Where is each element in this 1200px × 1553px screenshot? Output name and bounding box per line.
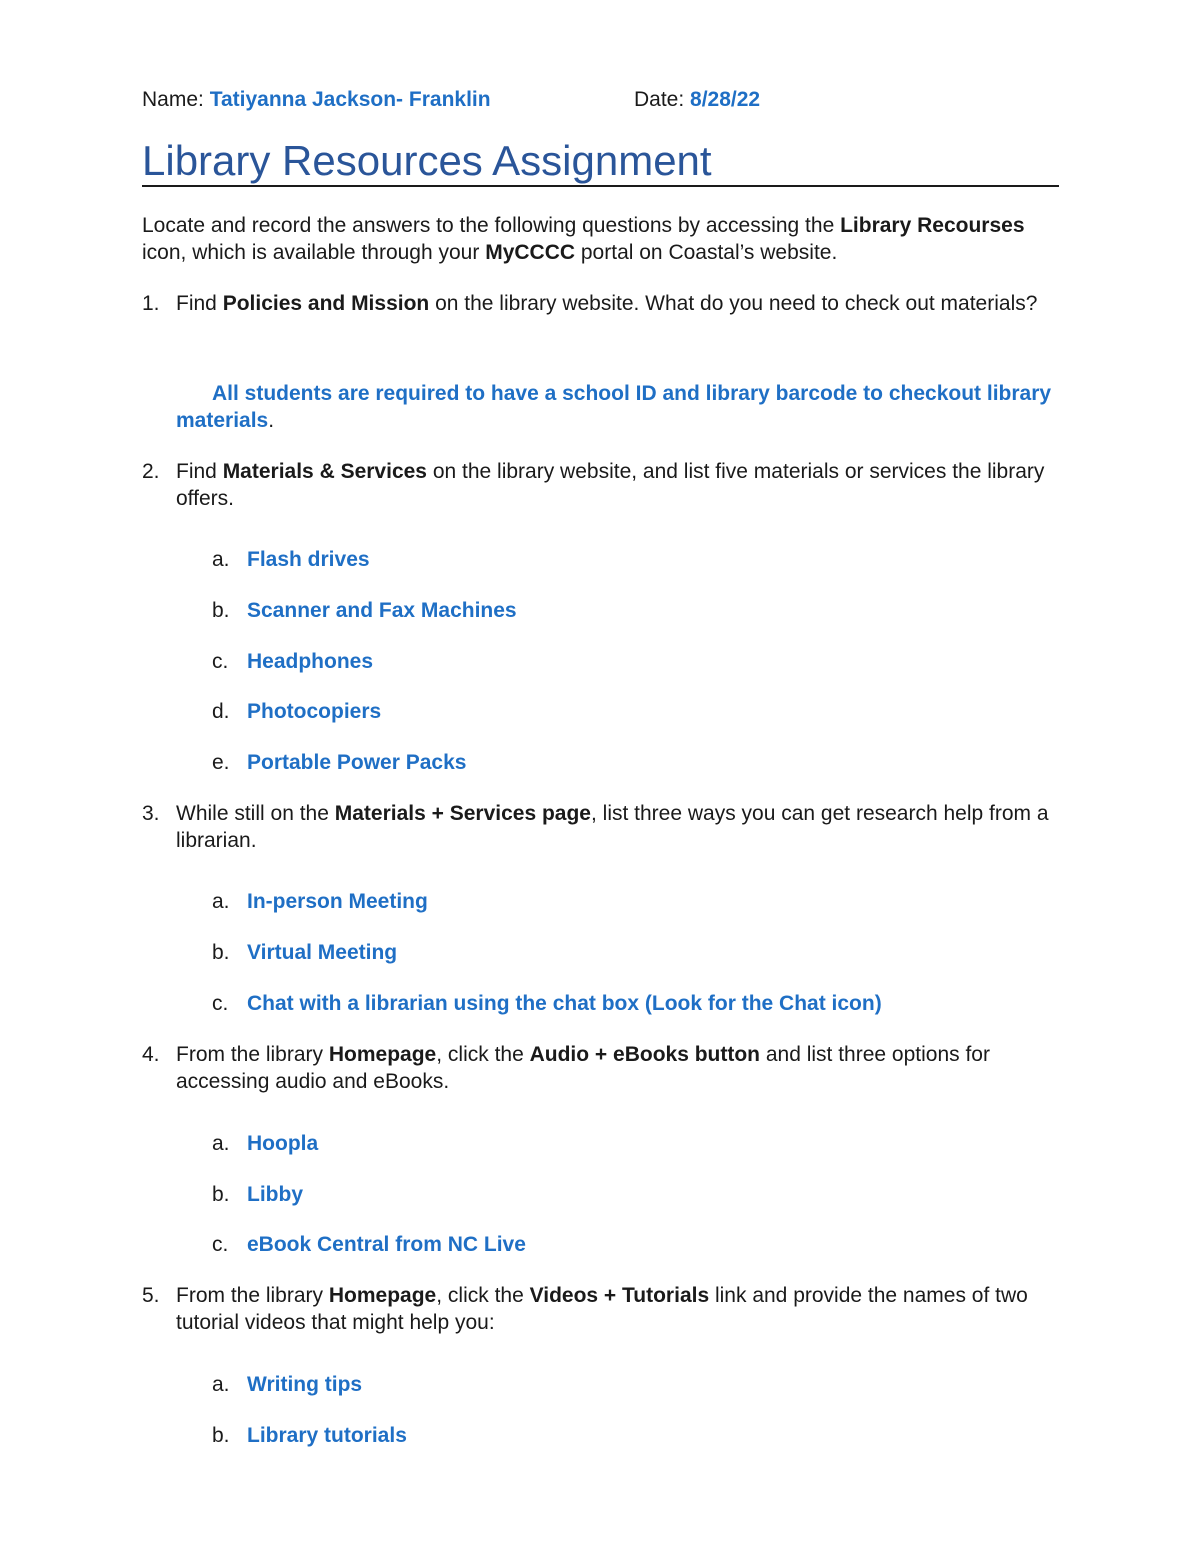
q5-text-2: , click the xyxy=(436,1284,530,1307)
q4-answer-b: Libby xyxy=(247,1183,303,1206)
q1-answer-text: All students are required to have a school ID and library barcode to checkout library materials xyxy=(176,382,1052,432)
q2-answer-c: Headphones xyxy=(247,650,374,673)
q2-answer-b: Scanner and Fax Machines xyxy=(247,599,517,622)
q2-answer-e: Portable Power Packs xyxy=(247,751,467,774)
intro-mycccc: MyCCCC xyxy=(485,241,576,264)
q3-question xyxy=(176,800,1060,854)
intro-paragraph xyxy=(142,212,1060,266)
q1-number: 1. xyxy=(142,292,160,315)
q4-text-3: and list three options for accessing audio and eBooks. xyxy=(176,1043,990,1093)
q5-question xyxy=(176,1282,1060,1336)
q5-answer-a: Writing tips xyxy=(247,1373,363,1396)
q2-letter-a: a. xyxy=(212,548,230,571)
intro-text-1: Locate and record the answers to the following questions by accessing the xyxy=(142,214,841,237)
q2-letter-b: b. xyxy=(212,599,230,622)
q4-question xyxy=(176,1041,1060,1095)
q5-bold-1: Homepage xyxy=(328,1284,437,1307)
q2-letter-e: e. xyxy=(212,751,230,774)
q5-text-3: link and provide the names of two tutorial videos that might help you: xyxy=(176,1284,1028,1334)
q4-answer-c: eBook Central from NC Live xyxy=(247,1233,526,1256)
q1-bold-1: Policies and Mission xyxy=(222,292,430,315)
q4-answer-a: Hoopla xyxy=(247,1132,319,1155)
intro-library-recourses: Library Recourses xyxy=(840,214,1025,237)
date-line xyxy=(634,86,760,113)
q1-text-1: Find xyxy=(176,292,223,315)
q4-text-2: , click the xyxy=(436,1043,530,1066)
q3-text-2: , list three ways you can get research help from a librarian. xyxy=(176,802,1049,852)
q3-bold-1: Materials + Services page xyxy=(334,802,591,825)
q4-text-1: From the library xyxy=(176,1043,329,1066)
q3-answer-b: Virtual Meeting xyxy=(247,941,398,964)
q2-answer-a: Flash drives xyxy=(247,548,370,571)
q3-letter-b: b. xyxy=(212,941,230,964)
q1-answer-period: . xyxy=(268,409,275,432)
q2-text-1: Find xyxy=(176,460,223,483)
q3-answer-a: In-person Meeting xyxy=(247,890,428,913)
page-title: Library Resources Assignment xyxy=(142,137,712,184)
q3-answer-c: Chat with a librarian using the chat box (Look for the Chat icon) xyxy=(247,992,882,1015)
q5-text-1: From the library xyxy=(176,1284,329,1307)
q5-number: 5. xyxy=(142,1284,160,1307)
q5-answer-b: Library tutorials xyxy=(247,1424,407,1447)
q5-bold-2: Videos + Tutorials xyxy=(529,1284,710,1307)
q2-question xyxy=(176,458,1060,512)
q2-answer-d: Photocopiers xyxy=(247,700,382,723)
q4-number: 4. xyxy=(142,1043,160,1066)
date-label: Date: xyxy=(634,88,685,111)
q3-letter-c: c. xyxy=(212,992,229,1015)
q2-number: 2. xyxy=(142,460,160,483)
title-divider xyxy=(142,185,1059,187)
q5-letter-a: a. xyxy=(212,1373,230,1396)
q4-letter-c: c. xyxy=(212,1233,229,1256)
intro-text-3: portal on Coastal’s website. xyxy=(575,241,838,264)
q3-letter-a: a. xyxy=(212,890,230,913)
q5-letter-b: b. xyxy=(212,1424,230,1447)
q1-text-2: on the library website. What do you need to check out materials? xyxy=(429,292,1038,315)
q4-bold-1: Homepage xyxy=(328,1043,437,1066)
q2-letter-c: c. xyxy=(212,650,229,673)
name-line xyxy=(142,86,491,113)
q3-text-1: While still on the xyxy=(176,802,335,825)
intro-text-2: icon, which is available through your xyxy=(142,241,486,264)
q2-text-2: on the library website, and list five materials or services the library offers. xyxy=(176,460,1045,510)
q1-question xyxy=(176,290,1060,317)
q2-bold-1: Materials & Services xyxy=(222,460,427,483)
student-name: Tatiyanna Jackson- Franklin xyxy=(209,88,491,111)
q4-letter-b: b. xyxy=(212,1183,230,1206)
name-label: Name: xyxy=(142,88,204,111)
q2-letter-d: d. xyxy=(212,700,230,723)
q1-answer xyxy=(176,380,1060,434)
q4-bold-2: Audio + eBooks button xyxy=(529,1043,761,1066)
date-value: 8/28/22 xyxy=(690,88,761,111)
q3-number: 3. xyxy=(142,802,160,825)
q4-letter-a: a. xyxy=(212,1132,230,1155)
